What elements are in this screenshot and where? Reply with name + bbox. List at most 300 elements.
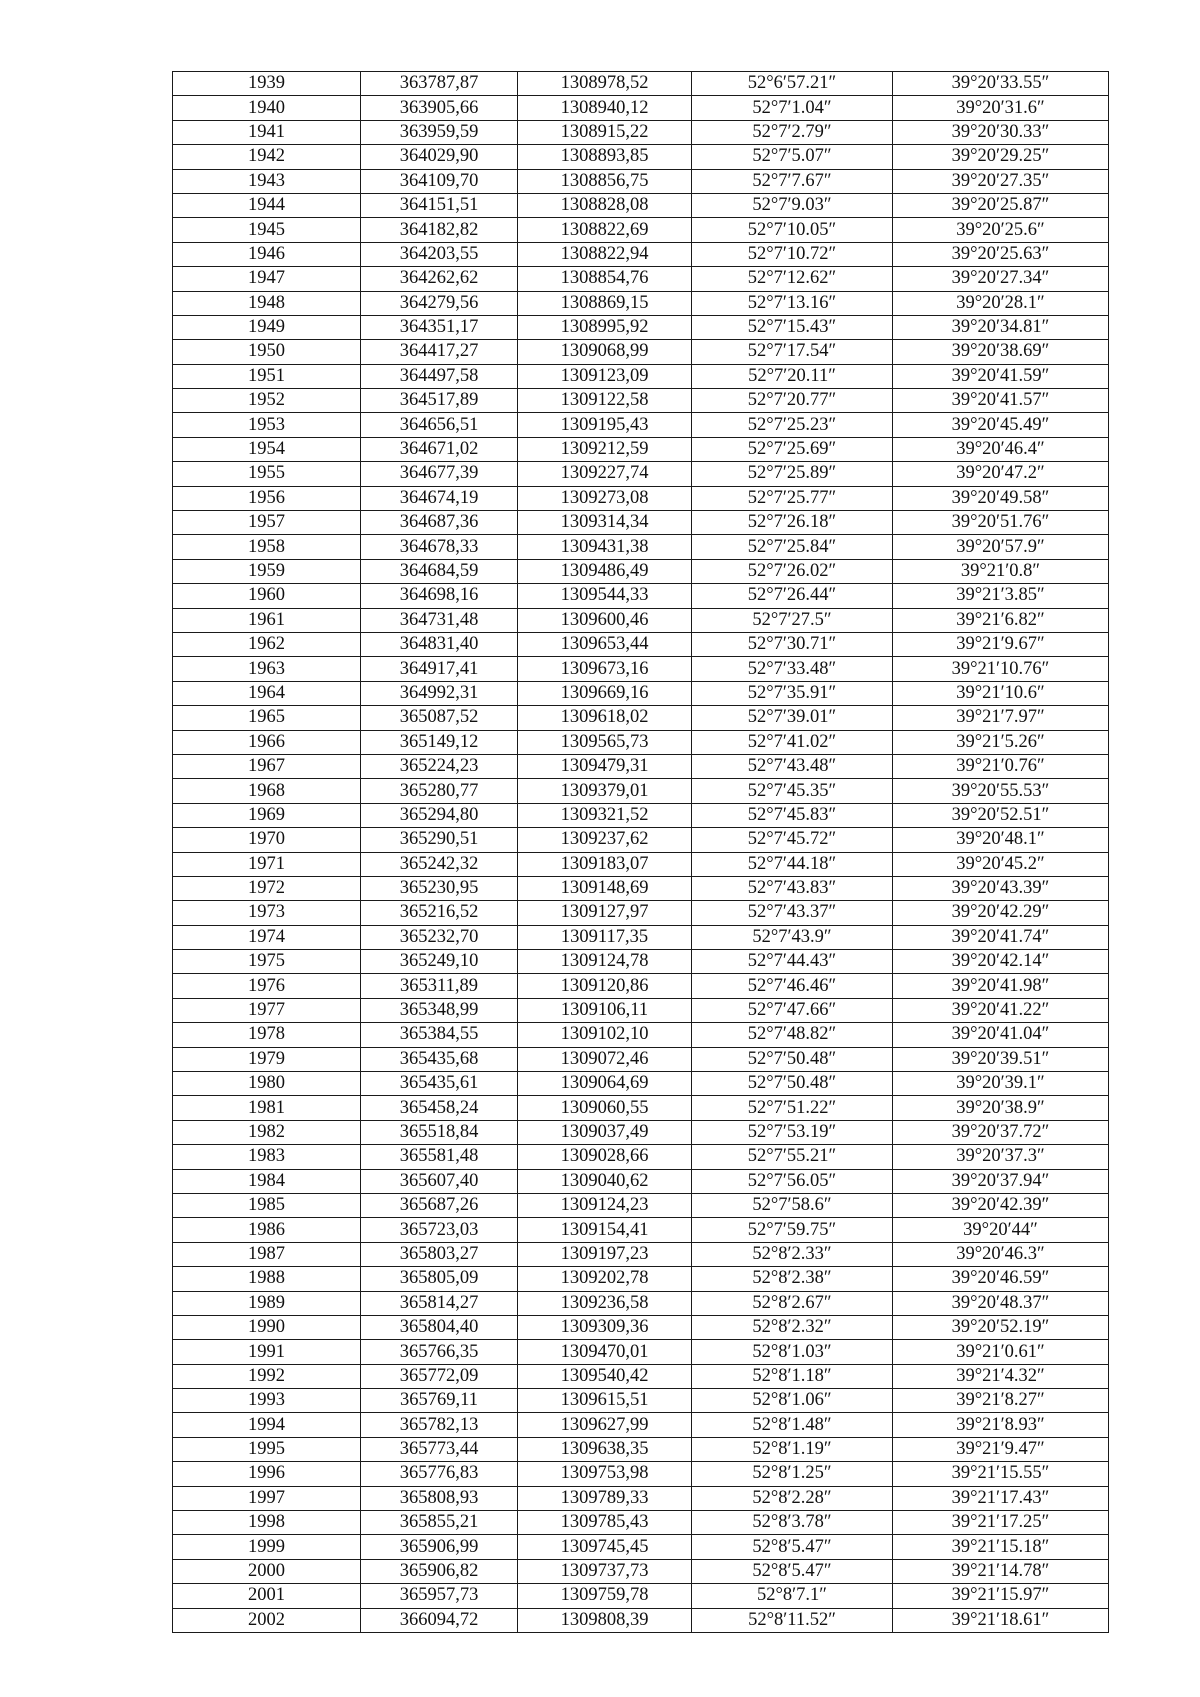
table-row (173, 657, 1109, 681)
x-coordinate-cell: 364351,17 (361, 315, 518, 339)
coordinates-table (172, 71, 1109, 1633)
longitude-cell: 39°20′42.39″ (893, 1193, 1109, 1217)
point-number-cell: 1973 (173, 901, 361, 925)
table-row (173, 315, 1109, 339)
point-number-cell: 1951 (173, 364, 361, 388)
y-coordinate-cell: 1309197,23 (518, 1242, 692, 1266)
latitude-cell: 52°7′43.37″ (692, 901, 893, 925)
point-number-cell: 1963 (173, 657, 361, 681)
point-number-cell: 1957 (173, 511, 361, 535)
x-coordinate-cell: 365348,99 (361, 998, 518, 1022)
x-coordinate-cell: 365814,27 (361, 1291, 518, 1315)
table-row (173, 681, 1109, 705)
table-row (173, 291, 1109, 315)
latitude-cell: 52°7′27.5″ (692, 608, 893, 632)
table-row (173, 96, 1109, 120)
longitude-cell: 39°20′51.76″ (893, 511, 1109, 535)
x-coordinate-cell: 365311,89 (361, 974, 518, 998)
table-row (173, 462, 1109, 486)
longitude-cell: 39°20′37.94″ (893, 1169, 1109, 1193)
y-coordinate-cell: 1309120,86 (518, 974, 692, 998)
y-coordinate-cell: 1309028,66 (518, 1145, 692, 1169)
table-row (173, 169, 1109, 193)
table-row (173, 437, 1109, 461)
x-coordinate-cell: 365087,52 (361, 706, 518, 730)
latitude-cell: 52°7′48.82″ (692, 1023, 893, 1047)
y-coordinate-cell: 1309202,78 (518, 1267, 692, 1291)
x-coordinate-cell: 365290,51 (361, 828, 518, 852)
latitude-cell: 52°7′39.01″ (692, 706, 893, 730)
latitude-cell: 52°7′50.48″ (692, 1072, 893, 1096)
point-number-cell: 1961 (173, 608, 361, 632)
y-coordinate-cell: 1309314,34 (518, 511, 692, 535)
longitude-cell: 39°20′41.04″ (893, 1023, 1109, 1047)
x-coordinate-cell: 365384,55 (361, 1023, 518, 1047)
point-number-cell: 1994 (173, 1413, 361, 1437)
table-row (173, 1193, 1109, 1217)
latitude-cell: 52°7′46.46″ (692, 974, 893, 998)
y-coordinate-cell: 1309745,45 (518, 1535, 692, 1559)
x-coordinate-cell: 364674,19 (361, 486, 518, 510)
x-coordinate-cell: 364182,82 (361, 218, 518, 242)
y-coordinate-cell: 1309759,78 (518, 1584, 692, 1608)
x-coordinate-cell: 365776,83 (361, 1462, 518, 1486)
latitude-cell: 52°7′20.11″ (692, 364, 893, 388)
point-number-cell: 1978 (173, 1023, 361, 1047)
latitude-cell: 52°7′41.02″ (692, 730, 893, 754)
point-number-cell: 1972 (173, 876, 361, 900)
longitude-cell: 39°20′27.35″ (893, 169, 1109, 193)
longitude-cell: 39°21′3.85″ (893, 584, 1109, 608)
y-coordinate-cell: 1309154,41 (518, 1218, 692, 1242)
point-number-cell: 1939 (173, 72, 361, 96)
table-row (173, 364, 1109, 388)
table-row (173, 779, 1109, 803)
point-number-cell: 1958 (173, 535, 361, 559)
table-row (173, 1413, 1109, 1437)
point-number-cell: 1995 (173, 1437, 361, 1461)
latitude-cell: 52°8′5.47″ (692, 1535, 893, 1559)
point-number-cell: 1975 (173, 950, 361, 974)
x-coordinate-cell: 364671,02 (361, 437, 518, 461)
latitude-cell: 52°7′58.6″ (692, 1193, 893, 1217)
point-number-cell: 1962 (173, 632, 361, 656)
y-coordinate-cell: 1309124,78 (518, 950, 692, 974)
longitude-cell: 39°20′46.3″ (893, 1242, 1109, 1266)
x-coordinate-cell: 364677,39 (361, 462, 518, 486)
longitude-cell: 39°20′38.9″ (893, 1096, 1109, 1120)
longitude-cell: 39°20′57.9″ (893, 535, 1109, 559)
latitude-cell: 52°7′2.79″ (692, 120, 893, 144)
longitude-cell: 39°21′6.82″ (893, 608, 1109, 632)
table-row (173, 1072, 1109, 1096)
y-coordinate-cell: 1309808,39 (518, 1608, 692, 1632)
point-number-cell: 1981 (173, 1096, 361, 1120)
table-row (173, 608, 1109, 632)
x-coordinate-cell: 364417,27 (361, 340, 518, 364)
latitude-cell: 52°7′25.77″ (692, 486, 893, 510)
y-coordinate-cell: 1309273,08 (518, 486, 692, 510)
table-row (173, 1462, 1109, 1486)
table-row (173, 559, 1109, 583)
latitude-cell: 52°8′2.67″ (692, 1291, 893, 1315)
point-number-cell: 1974 (173, 925, 361, 949)
table-row (173, 1364, 1109, 1388)
table-row (173, 1511, 1109, 1535)
y-coordinate-cell: 1309618,02 (518, 706, 692, 730)
point-number-cell: 1984 (173, 1169, 361, 1193)
point-number-cell: 1953 (173, 413, 361, 437)
table-row (173, 511, 1109, 535)
x-coordinate-cell: 365435,61 (361, 1072, 518, 1096)
x-coordinate-cell: 365230,95 (361, 876, 518, 900)
latitude-cell: 52°7′17.54″ (692, 340, 893, 364)
x-coordinate-cell: 365687,26 (361, 1193, 518, 1217)
x-coordinate-cell: 365855,21 (361, 1511, 518, 1535)
x-coordinate-cell: 365224,23 (361, 754, 518, 778)
table-row (173, 486, 1109, 510)
table-row (173, 901, 1109, 925)
table-row (173, 730, 1109, 754)
table-row (173, 584, 1109, 608)
x-coordinate-cell: 365232,70 (361, 925, 518, 949)
longitude-cell: 39°20′47.2″ (893, 462, 1109, 486)
y-coordinate-cell: 1309470,01 (518, 1340, 692, 1364)
longitude-cell: 39°20′39.1″ (893, 1072, 1109, 1096)
table-row (173, 413, 1109, 437)
point-number-cell: 1964 (173, 681, 361, 705)
latitude-cell: 52°7′50.48″ (692, 1047, 893, 1071)
point-number-cell: 1990 (173, 1315, 361, 1339)
latitude-cell: 52°7′35.91″ (692, 681, 893, 705)
point-number-cell: 1998 (173, 1511, 361, 1535)
y-coordinate-cell: 1309195,43 (518, 413, 692, 437)
longitude-cell: 39°20′49.58″ (893, 486, 1109, 510)
point-number-cell: 1993 (173, 1389, 361, 1413)
x-coordinate-cell: 364262,62 (361, 267, 518, 291)
latitude-cell: 52°7′1.04″ (692, 96, 893, 120)
y-coordinate-cell: 1309615,51 (518, 1389, 692, 1413)
x-coordinate-cell: 365294,80 (361, 803, 518, 827)
y-coordinate-cell: 1309431,38 (518, 535, 692, 559)
table-row (173, 1242, 1109, 1266)
point-number-cell: 1950 (173, 340, 361, 364)
longitude-cell: 39°21′8.93″ (893, 1413, 1109, 1437)
table-row (173, 828, 1109, 852)
longitude-cell: 39°20′43.39″ (893, 876, 1109, 900)
point-number-cell: 1949 (173, 315, 361, 339)
x-coordinate-cell: 365808,93 (361, 1486, 518, 1510)
longitude-cell: 39°20′46.4″ (893, 437, 1109, 461)
longitude-cell: 39°21′17.43″ (893, 1486, 1109, 1510)
latitude-cell: 52°7′5.07″ (692, 145, 893, 169)
latitude-cell: 52°7′44.18″ (692, 852, 893, 876)
point-number-cell: 1952 (173, 389, 361, 413)
point-number-cell: 1943 (173, 169, 361, 193)
latitude-cell: 52°8′1.25″ (692, 1462, 893, 1486)
x-coordinate-cell: 364831,40 (361, 632, 518, 656)
y-coordinate-cell: 1309479,31 (518, 754, 692, 778)
table-row (173, 1389, 1109, 1413)
y-coordinate-cell: 1309127,97 (518, 901, 692, 925)
x-coordinate-cell: 363959,59 (361, 120, 518, 144)
x-coordinate-cell: 364698,16 (361, 584, 518, 608)
point-number-cell: 1945 (173, 218, 361, 242)
y-coordinate-cell: 1309123,09 (518, 364, 692, 388)
table-row (173, 145, 1109, 169)
latitude-cell: 52°8′1.19″ (692, 1437, 893, 1461)
latitude-cell: 52°8′1.06″ (692, 1389, 893, 1413)
table-row (173, 1559, 1109, 1583)
longitude-cell: 39°20′27.34″ (893, 267, 1109, 291)
y-coordinate-cell: 1309064,69 (518, 1072, 692, 1096)
x-coordinate-cell: 364029,90 (361, 145, 518, 169)
latitude-cell: 52°8′7.1″ (692, 1584, 893, 1608)
x-coordinate-cell: 365149,12 (361, 730, 518, 754)
longitude-cell: 39°20′41.74″ (893, 925, 1109, 949)
point-number-cell: 1940 (173, 96, 361, 120)
point-number-cell: 1989 (173, 1291, 361, 1315)
point-number-cell: 1983 (173, 1145, 361, 1169)
latitude-cell: 52°8′1.48″ (692, 1413, 893, 1437)
x-coordinate-cell: 366094,72 (361, 1608, 518, 1632)
point-number-cell: 1954 (173, 437, 361, 461)
table-row (173, 852, 1109, 876)
table-row (173, 193, 1109, 217)
latitude-cell: 52°7′44.43″ (692, 950, 893, 974)
point-number-cell: 1979 (173, 1047, 361, 1071)
x-coordinate-cell: 364656,51 (361, 413, 518, 437)
latitude-cell: 52°7′20.77″ (692, 389, 893, 413)
table-row (173, 998, 1109, 1022)
y-coordinate-cell: 1308822,69 (518, 218, 692, 242)
longitude-cell: 39°21′14.78″ (893, 1559, 1109, 1583)
table-row (173, 706, 1109, 730)
longitude-cell: 39°20′42.14″ (893, 950, 1109, 974)
x-coordinate-cell: 364497,58 (361, 364, 518, 388)
table-row (173, 218, 1109, 242)
table-row (173, 1120, 1109, 1144)
table-row (173, 242, 1109, 266)
table-row (173, 1340, 1109, 1364)
table-row (173, 950, 1109, 974)
y-coordinate-cell: 1309669,16 (518, 681, 692, 705)
point-number-cell: 1959 (173, 559, 361, 583)
y-coordinate-cell: 1309638,35 (518, 1437, 692, 1461)
table-row (173, 1315, 1109, 1339)
point-number-cell: 2001 (173, 1584, 361, 1608)
longitude-cell: 39°21′15.97″ (893, 1584, 1109, 1608)
y-coordinate-cell: 1309321,52 (518, 803, 692, 827)
latitude-cell: 52°7′33.48″ (692, 657, 893, 681)
latitude-cell: 52°8′2.38″ (692, 1267, 893, 1291)
point-number-cell: 1955 (173, 462, 361, 486)
point-number-cell: 1980 (173, 1072, 361, 1096)
longitude-cell: 39°20′30.33″ (893, 120, 1109, 144)
x-coordinate-cell: 364279,56 (361, 291, 518, 315)
longitude-cell: 39°20′25.6″ (893, 218, 1109, 242)
point-number-cell: 1967 (173, 754, 361, 778)
longitude-cell: 39°21′10.6″ (893, 681, 1109, 705)
point-number-cell: 1991 (173, 1340, 361, 1364)
y-coordinate-cell: 1309068,99 (518, 340, 692, 364)
table-row (173, 754, 1109, 778)
y-coordinate-cell: 1309060,55 (518, 1096, 692, 1120)
latitude-cell: 52°7′45.35″ (692, 779, 893, 803)
y-coordinate-cell: 1309753,98 (518, 1462, 692, 1486)
x-coordinate-cell: 364517,89 (361, 389, 518, 413)
table-row (173, 1145, 1109, 1169)
x-coordinate-cell: 363787,87 (361, 72, 518, 96)
x-coordinate-cell: 365216,52 (361, 901, 518, 925)
x-coordinate-cell: 365906,99 (361, 1535, 518, 1559)
point-number-cell: 1985 (173, 1193, 361, 1217)
y-coordinate-cell: 1308978,52 (518, 72, 692, 96)
table-row (173, 1047, 1109, 1071)
y-coordinate-cell: 1309072,46 (518, 1047, 692, 1071)
latitude-cell: 52°7′26.18″ (692, 511, 893, 535)
longitude-cell: 39°21′7.97″ (893, 706, 1109, 730)
point-number-cell: 1966 (173, 730, 361, 754)
point-number-cell: 1977 (173, 998, 361, 1022)
x-coordinate-cell: 363905,66 (361, 96, 518, 120)
point-number-cell: 1987 (173, 1242, 361, 1266)
longitude-cell: 39°20′45.49″ (893, 413, 1109, 437)
y-coordinate-cell: 1308822,94 (518, 242, 692, 266)
longitude-cell: 39°20′39.51″ (893, 1047, 1109, 1071)
coordinates-table-body (173, 72, 1109, 1633)
longitude-cell: 39°20′48.1″ (893, 828, 1109, 852)
latitude-cell: 52°8′1.03″ (692, 1340, 893, 1364)
y-coordinate-cell: 1309653,44 (518, 632, 692, 656)
y-coordinate-cell: 1309148,69 (518, 876, 692, 900)
latitude-cell: 52°7′25.84″ (692, 535, 893, 559)
y-coordinate-cell: 1309627,99 (518, 1413, 692, 1437)
longitude-cell: 39°20′33.55″ (893, 72, 1109, 96)
point-number-cell: 1976 (173, 974, 361, 998)
longitude-cell: 39°20′31.6″ (893, 96, 1109, 120)
latitude-cell: 52°8′2.28″ (692, 1486, 893, 1510)
latitude-cell: 52°7′25.69″ (692, 437, 893, 461)
longitude-cell: 39°21′0.76″ (893, 754, 1109, 778)
point-number-cell: 1999 (173, 1535, 361, 1559)
x-coordinate-cell: 364109,70 (361, 169, 518, 193)
x-coordinate-cell: 364151,51 (361, 193, 518, 217)
longitude-cell: 39°21′17.25″ (893, 1511, 1109, 1535)
latitude-cell: 52°7′56.05″ (692, 1169, 893, 1193)
point-number-cell: 1970 (173, 828, 361, 852)
table-row (173, 1023, 1109, 1047)
longitude-cell: 39°21′4.32″ (893, 1364, 1109, 1388)
point-number-cell: 1986 (173, 1218, 361, 1242)
latitude-cell: 52°7′43.9″ (692, 925, 893, 949)
x-coordinate-cell: 364687,36 (361, 511, 518, 535)
point-number-cell: 1997 (173, 1486, 361, 1510)
latitude-cell: 52°7′7.67″ (692, 169, 893, 193)
table-row (173, 120, 1109, 144)
x-coordinate-cell: 365782,13 (361, 1413, 518, 1437)
longitude-cell: 39°20′45.2″ (893, 852, 1109, 876)
table-row (173, 803, 1109, 827)
table-row (173, 1584, 1109, 1608)
longitude-cell: 39°20′37.3″ (893, 1145, 1109, 1169)
y-coordinate-cell: 1309124,23 (518, 1193, 692, 1217)
y-coordinate-cell: 1309789,33 (518, 1486, 692, 1510)
y-coordinate-cell: 1309122,58 (518, 389, 692, 413)
x-coordinate-cell: 365772,09 (361, 1364, 518, 1388)
y-coordinate-cell: 1309544,33 (518, 584, 692, 608)
x-coordinate-cell: 365435,68 (361, 1047, 518, 1071)
y-coordinate-cell: 1309565,73 (518, 730, 692, 754)
latitude-cell: 52°7′45.72″ (692, 828, 893, 852)
point-number-cell: 1968 (173, 779, 361, 803)
latitude-cell: 52°7′59.75″ (692, 1218, 893, 1242)
longitude-cell: 39°20′42.29″ (893, 901, 1109, 925)
table-row (173, 340, 1109, 364)
x-coordinate-cell: 365957,73 (361, 1584, 518, 1608)
longitude-cell: 39°21′0.8″ (893, 559, 1109, 583)
table-row (173, 1486, 1109, 1510)
point-number-cell: 1948 (173, 291, 361, 315)
y-coordinate-cell: 1308856,75 (518, 169, 692, 193)
latitude-cell: 52°8′2.33″ (692, 1242, 893, 1266)
longitude-cell: 39°20′25.87″ (893, 193, 1109, 217)
latitude-cell: 52°8′3.78″ (692, 1511, 893, 1535)
y-coordinate-cell: 1309102,10 (518, 1023, 692, 1047)
point-number-cell: 2000 (173, 1559, 361, 1583)
latitude-cell: 52°8′11.52″ (692, 1608, 893, 1632)
x-coordinate-cell: 364203,55 (361, 242, 518, 266)
x-coordinate-cell: 365803,27 (361, 1242, 518, 1266)
latitude-cell: 52°7′12.62″ (692, 267, 893, 291)
point-number-cell: 1992 (173, 1364, 361, 1388)
x-coordinate-cell: 365805,09 (361, 1267, 518, 1291)
y-coordinate-cell: 1308893,85 (518, 145, 692, 169)
longitude-cell: 39°20′41.59″ (893, 364, 1109, 388)
x-coordinate-cell: 364678,33 (361, 535, 518, 559)
latitude-cell: 52°7′15.43″ (692, 315, 893, 339)
table-row (173, 1437, 1109, 1461)
point-number-cell: 1944 (173, 193, 361, 217)
point-number-cell: 1988 (173, 1267, 361, 1291)
longitude-cell: 39°21′9.47″ (893, 1437, 1109, 1461)
latitude-cell: 52°8′2.32″ (692, 1315, 893, 1339)
point-number-cell: 1971 (173, 852, 361, 876)
x-coordinate-cell: 365804,40 (361, 1315, 518, 1339)
latitude-cell: 52°6′57.21″ (692, 72, 893, 96)
x-coordinate-cell: 364731,48 (361, 608, 518, 632)
y-coordinate-cell: 1308828,08 (518, 193, 692, 217)
y-coordinate-cell: 1309227,74 (518, 462, 692, 486)
y-coordinate-cell: 1309379,01 (518, 779, 692, 803)
x-coordinate-cell: 364992,31 (361, 681, 518, 705)
table-row (173, 1267, 1109, 1291)
table-row (173, 535, 1109, 559)
table-row (173, 1291, 1109, 1315)
x-coordinate-cell: 364684,59 (361, 559, 518, 583)
latitude-cell: 52°7′45.83″ (692, 803, 893, 827)
table-row (173, 72, 1109, 96)
latitude-cell: 52°7′47.66″ (692, 998, 893, 1022)
latitude-cell: 52°7′25.89″ (692, 462, 893, 486)
point-number-cell: 1960 (173, 584, 361, 608)
y-coordinate-cell: 1309540,42 (518, 1364, 692, 1388)
longitude-cell: 39°20′28.1″ (893, 291, 1109, 315)
point-number-cell: 1996 (173, 1462, 361, 1486)
point-number-cell: 1956 (173, 486, 361, 510)
y-coordinate-cell: 1309237,62 (518, 828, 692, 852)
longitude-cell: 39°21′15.55″ (893, 1462, 1109, 1486)
